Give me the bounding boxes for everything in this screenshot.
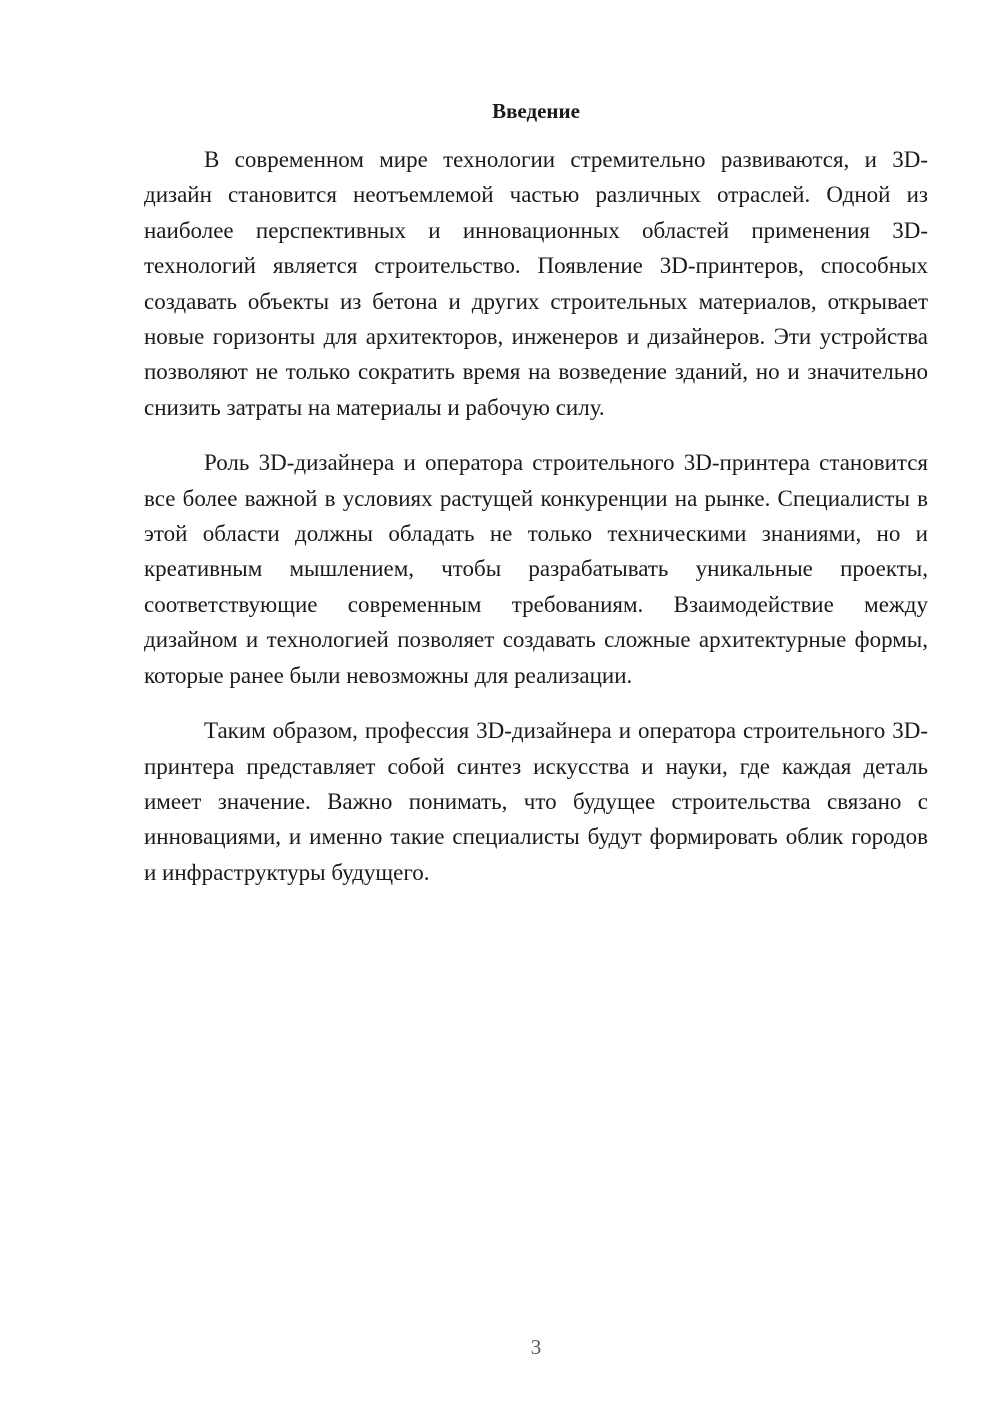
body-text [144, 142, 928, 910]
section-title: Введение [492, 99, 580, 123]
paragraph-3: Таким образом, профессия 3D-дизайнера и оператора строительного 3D-принтера представляет собой синтез искусства и науки, где каждая деталь имеет значение. Важно понимать, что будущее строительства связано с инновациями, и именно такие специалисты будут формировать облик городов и инфраструктуры будущего. [144, 718, 928, 885]
page-number: 3 [530, 1335, 542, 1359]
paragraph-1: В современном мире технологии стремительно развиваются, и 3D-дизайн становится неотъемлемой частью различных отраслей. Одной из наиболее перспективных и инновационных областей применения 3D-технологий является строительство. Появление 3D-принтеров, способных создавать объекты из бетона и других строительных материалов, открывает новые горизонты для архитекторов, инженеров и дизайнеров. Эти устройства позволяют не только сократить время на возведение зданий, но и значительно снизить затраты на материалы и рабочую силу. [144, 147, 928, 420]
paragraph-2: Роль 3D-дизайнера и оператора строительного 3D-принтера становится все более важной в условиях растущей конкуренции на рынке. Специалисты в этой области должны обладать не только техническими знаниями, но и креативным мышлением, чтобы разрабатывать уникальные проекты, соответствующие современным требованиям. Взаимодействие между дизайном и технологией позволяет создавать сложные архитектурные формы, которые ранее были невозможны для реализации. [144, 450, 928, 688]
